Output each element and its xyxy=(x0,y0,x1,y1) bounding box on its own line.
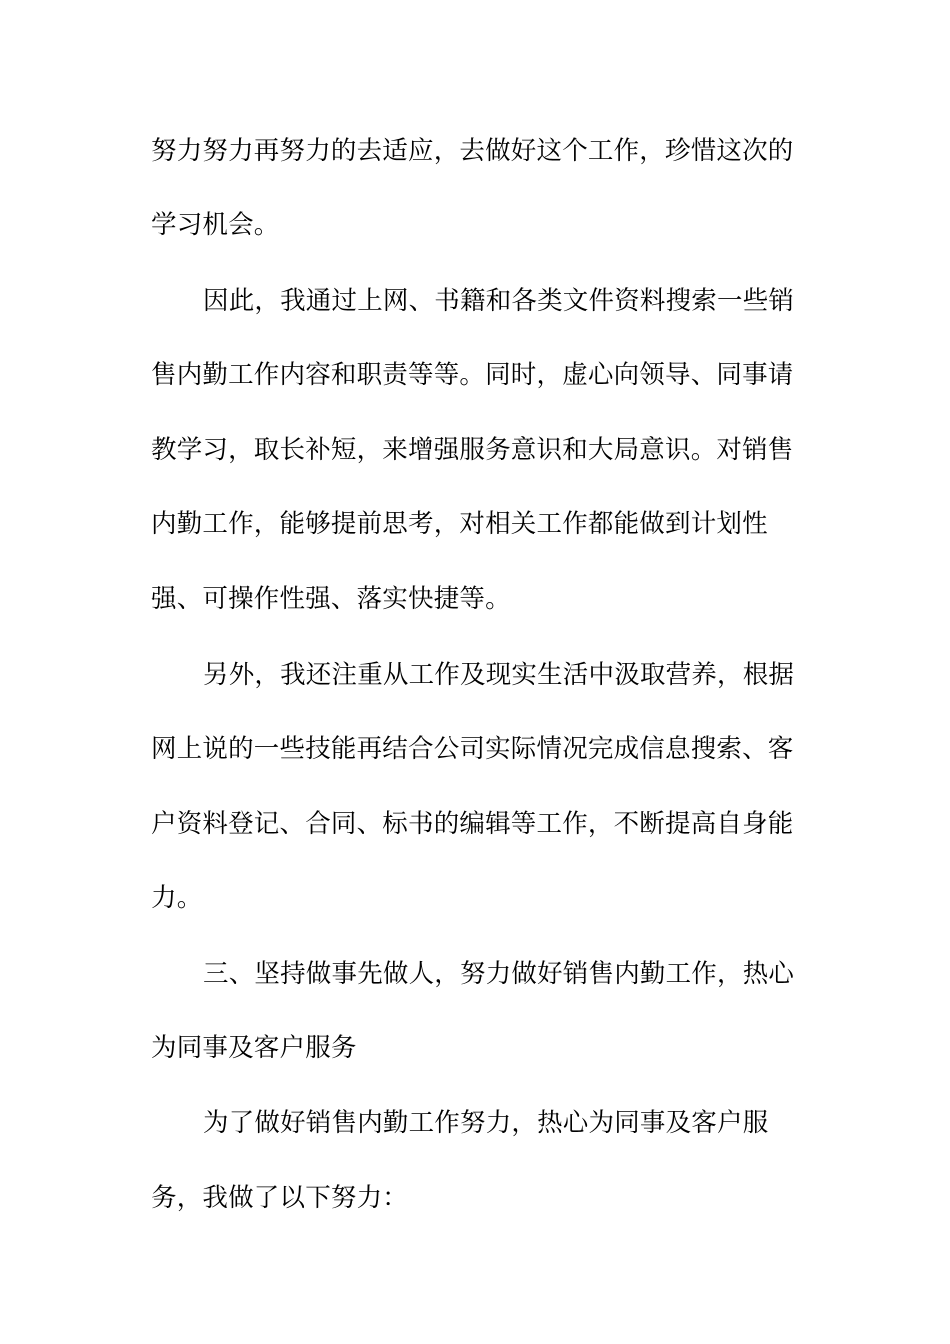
text-line: 力。 xyxy=(151,883,203,913)
text-line: 户资料登记、合同、标书的编辑等工作，不断提高自身能 xyxy=(151,809,794,839)
section-heading-line: 三、坚持做事先做人，努力做好销售内勤工作，热心 xyxy=(203,959,795,989)
text-line: 内勤工作，能够提前思考，对相关工作都能做到计划性 xyxy=(151,509,768,539)
paragraph-start-line: 为了做好销售内勤工作努力，热心为同事及客户服 xyxy=(203,1108,769,1138)
text-line: 网上说的一些技能再结合公司实际情况完成信息搜索、客 xyxy=(151,734,794,764)
text-line: 教学习，取长补短，来增强服务意识和大局意识。对销售 xyxy=(151,435,794,465)
section-heading-line: 为同事及客户服务 xyxy=(151,1033,357,1063)
paragraph-start-line: 另外，我还注重从工作及现实生活中汲取营养，根据 xyxy=(203,660,795,690)
text-line: 强、可操作性强、落实快捷等。 xyxy=(151,584,511,614)
text-line: 学习机会。 xyxy=(151,210,280,240)
text-line: 务，我做了以下努力： xyxy=(151,1183,409,1213)
text-line: 努力努力再努力的去适应，去做好这个工作，珍惜这次的 xyxy=(151,136,794,166)
paragraph-start-line: 因此，我通过上网、书籍和各类文件资料搜索一些销 xyxy=(203,286,795,316)
text-line: 售内勤工作内容和职责等等。同时，虚心向领导、同事请 xyxy=(151,360,794,390)
